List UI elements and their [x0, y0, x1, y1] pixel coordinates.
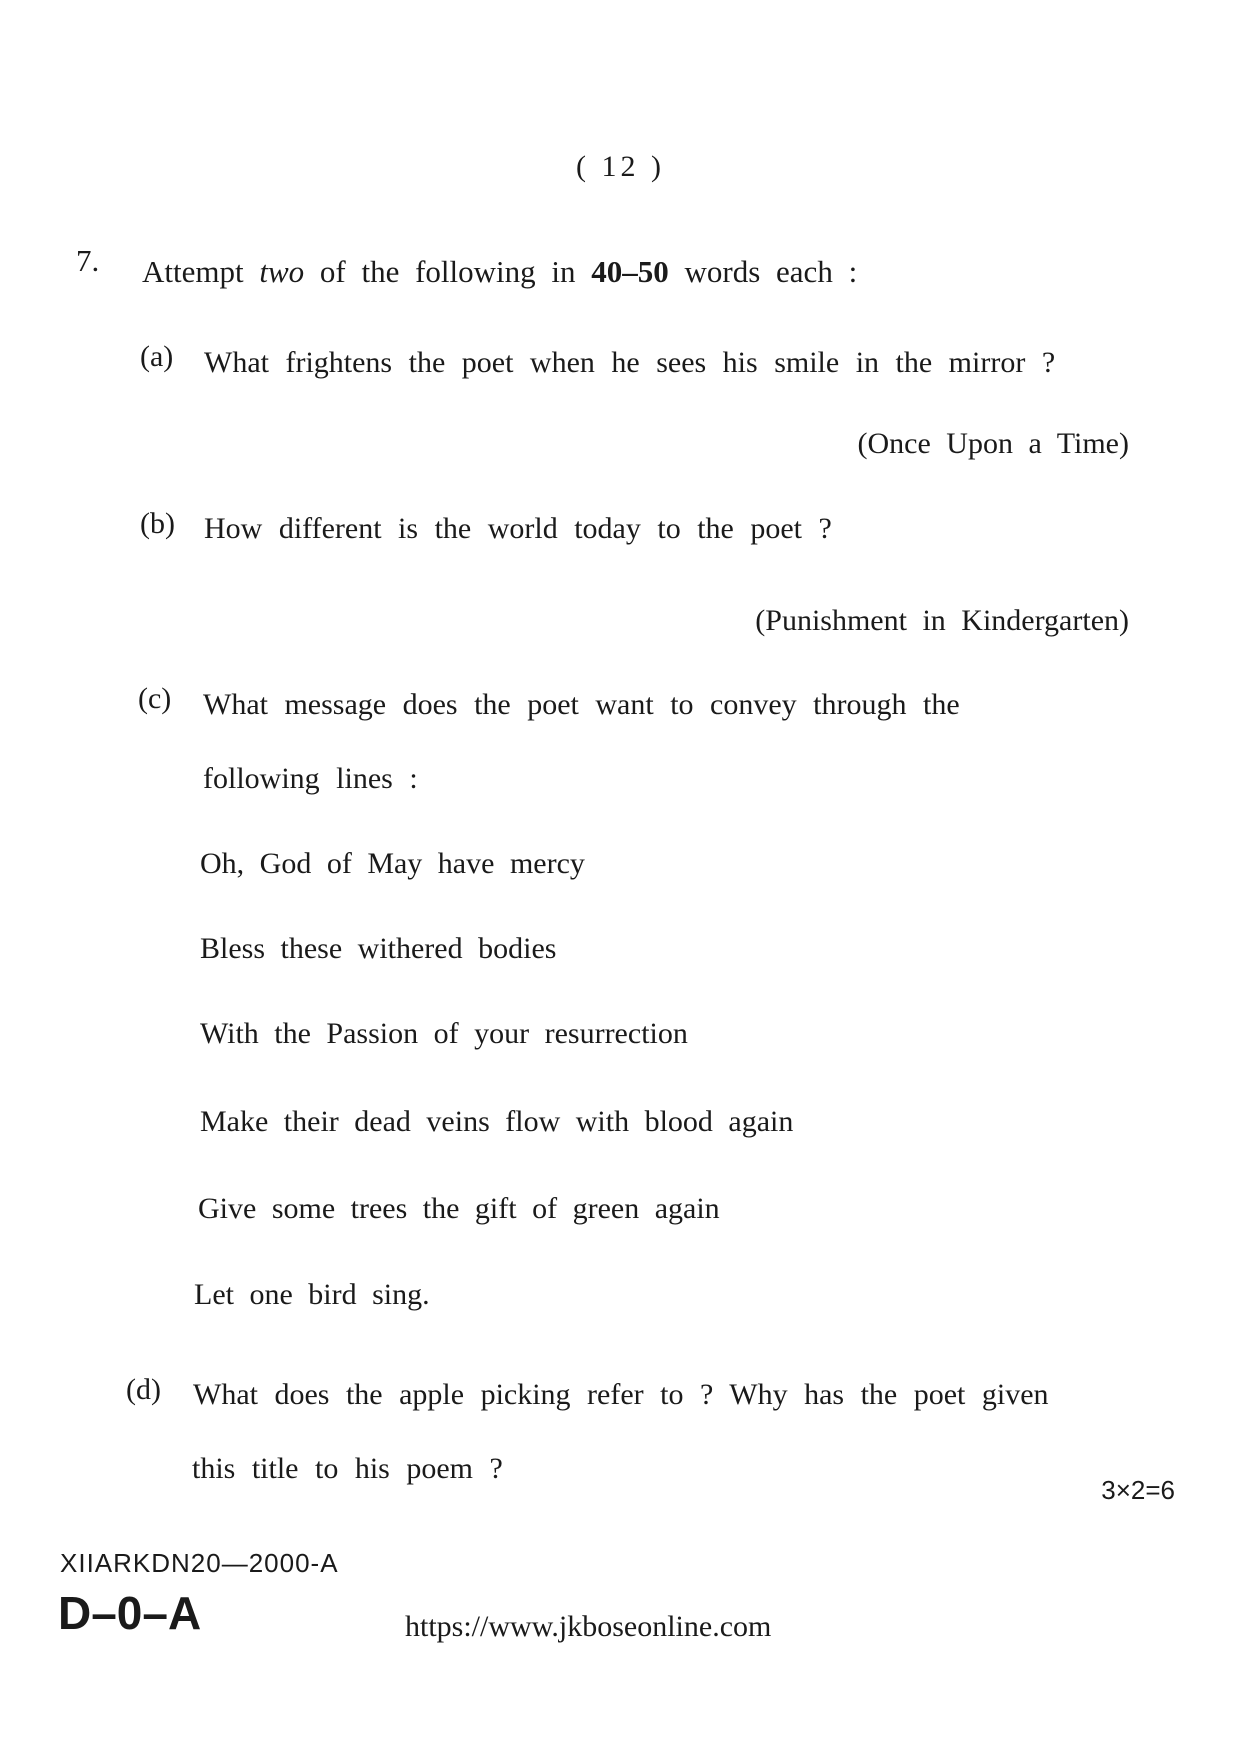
part-b-source: (Punishment in Kindergarten) [755, 604, 1129, 637]
instruction-emphasis: two [259, 254, 305, 289]
part-d-label: (d) [126, 1373, 161, 1406]
poem-line-4: Make their dead veins flow with blood again [200, 1105, 794, 1138]
page-number: ( 12 ) [576, 150, 665, 183]
part-c-text-line1: What message does the poet want to convey through the [203, 688, 960, 721]
question-instruction [142, 254, 857, 290]
poem-line-5: Give some trees the gift of green again [198, 1192, 720, 1225]
part-a-label: (a) [140, 340, 174, 373]
source-url: https://www.jkboseonline.com [405, 1610, 772, 1643]
instruction-word-limit: 40–50 [591, 254, 669, 289]
part-d-text-line2: this title to his poem ? [192, 1452, 503, 1485]
part-c-label: (c) [138, 682, 172, 715]
part-a-text: What frightens the poet when he sees his smile in the mirror ? [204, 346, 1056, 379]
poem-line-2: Bless these withered bodies [200, 932, 557, 965]
poem-line-6: Let one bird sing. [194, 1278, 430, 1311]
poem-line-3: With the Passion of your resurrection [200, 1017, 688, 1050]
instruction-suffix: words each : [684, 254, 858, 289]
part-d-text-line1: What does the apple picking refer to ? Why has the poet given [193, 1378, 1049, 1411]
question-number: 7. [76, 243, 100, 278]
part-b-text: How different is the world today to the poet ? [204, 512, 832, 545]
paper-code: XIIARKDN20—2000-A [60, 1548, 339, 1578]
series-code: D–0–A [58, 1587, 202, 1639]
part-b-label: (b) [140, 507, 175, 540]
instruction-prefix: Attempt [142, 254, 244, 289]
instruction-middle: of the following in [319, 254, 576, 289]
part-a-source: (Once Upon a Time) [857, 427, 1129, 460]
part-c-text-line2: following lines : [203, 762, 418, 795]
marks-allocation: 3×2=6 [1101, 1475, 1175, 1505]
poem-line-1: Oh, God of May have mercy [200, 847, 585, 880]
